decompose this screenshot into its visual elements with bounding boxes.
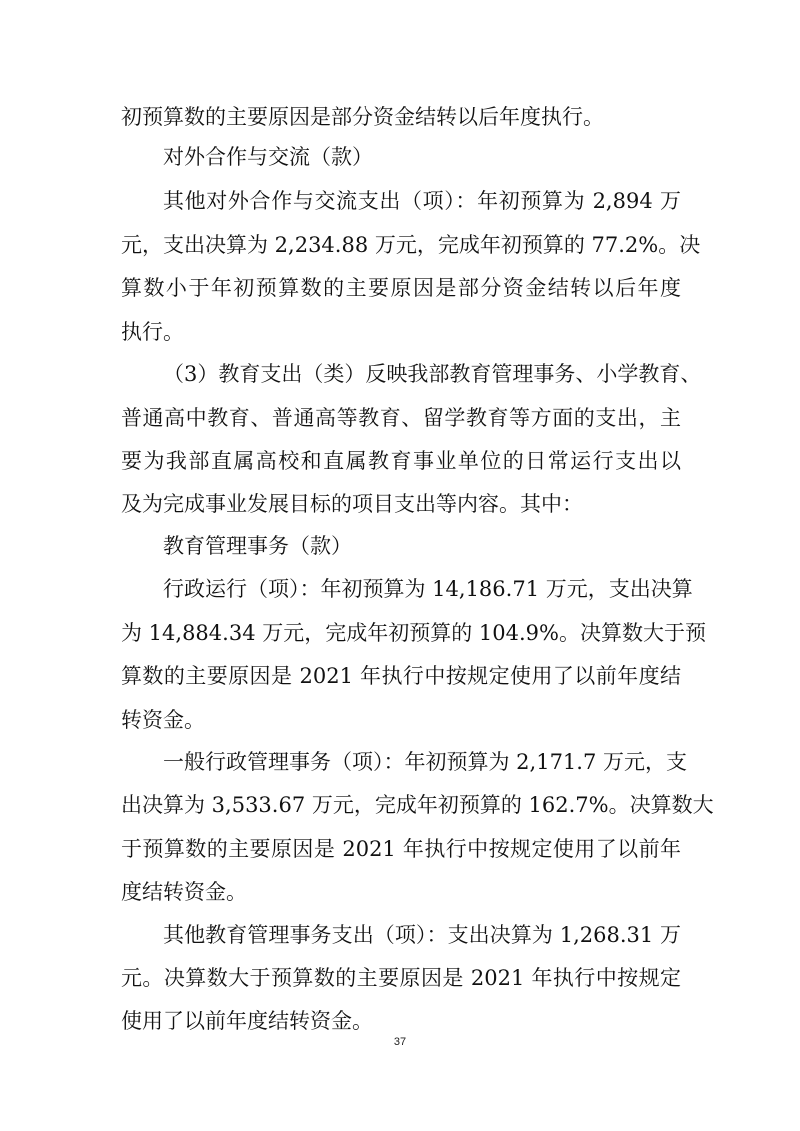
section-heading: 教育管理事务（款） <box>163 534 352 558</box>
text-line: 使用了以前年度结转资金。 <box>121 1009 373 1033</box>
text-line: 出决算为 3,533.67 万元，完成年初预算的 162.7%。决算数大 <box>121 793 714 817</box>
text-line: 要为我部直属高校和直属教育事业单位的日常运行支出以 <box>121 449 681 473</box>
text-line: 于预算数的主要原因是 2021 年执行中按规定使用了以前年 <box>121 837 681 861</box>
text-line: 及为完成事业发展目标的项目支出等内容。其中： <box>121 492 583 516</box>
text-line: 算数的主要原因是 2021 年执行中按规定使用了以前年度结 <box>121 664 681 688</box>
text-line: 其他对外合作与交流支出（项）：年初预算为 2,894 万 <box>163 189 681 213</box>
text-line: 初预算数的主要原因是部分资金结转以后年度执行。 <box>121 105 604 129</box>
text-line: 算数小于年初预算数的主要原因是部分资金结转以后年度 <box>121 276 681 300</box>
text-line: 其他教育管理事务支出（项）：支出决算为 1,268.31 万 <box>163 923 681 947</box>
text-line: 转资金。 <box>121 708 205 732</box>
text-line: 元。决算数大于预算数的主要原因是 2021 年执行中按规定 <box>121 966 681 990</box>
text-line: 元，支出决算为 2,234.88 万元，完成年初预算的 77.2%。决 <box>121 233 701 257</box>
page-number: 37 <box>393 1036 407 1048</box>
text-line: 行政运行（项）：年初预算为 14,186.71 万元，支出决算 <box>163 577 693 601</box>
text-line: 普通高中教育、普通高等教育、留学教育等方面的支出，主 <box>121 406 681 430</box>
text-line: 执行。 <box>121 320 184 344</box>
text-line: （3）教育支出（类）反映我部教育管理事务、小学教育、 <box>163 362 702 386</box>
text-line: 一般行政管理事务（项）：年初预算为 2,171.7 万元，支 <box>163 750 688 774</box>
text-line: 度结转资金。 <box>121 880 247 904</box>
section-heading: 对外合作与交流（款） <box>163 145 373 169</box>
text-line: 为 14,884.34 万元，完成年初预算的 104.9%。决算数大于预 <box>121 621 706 645</box>
